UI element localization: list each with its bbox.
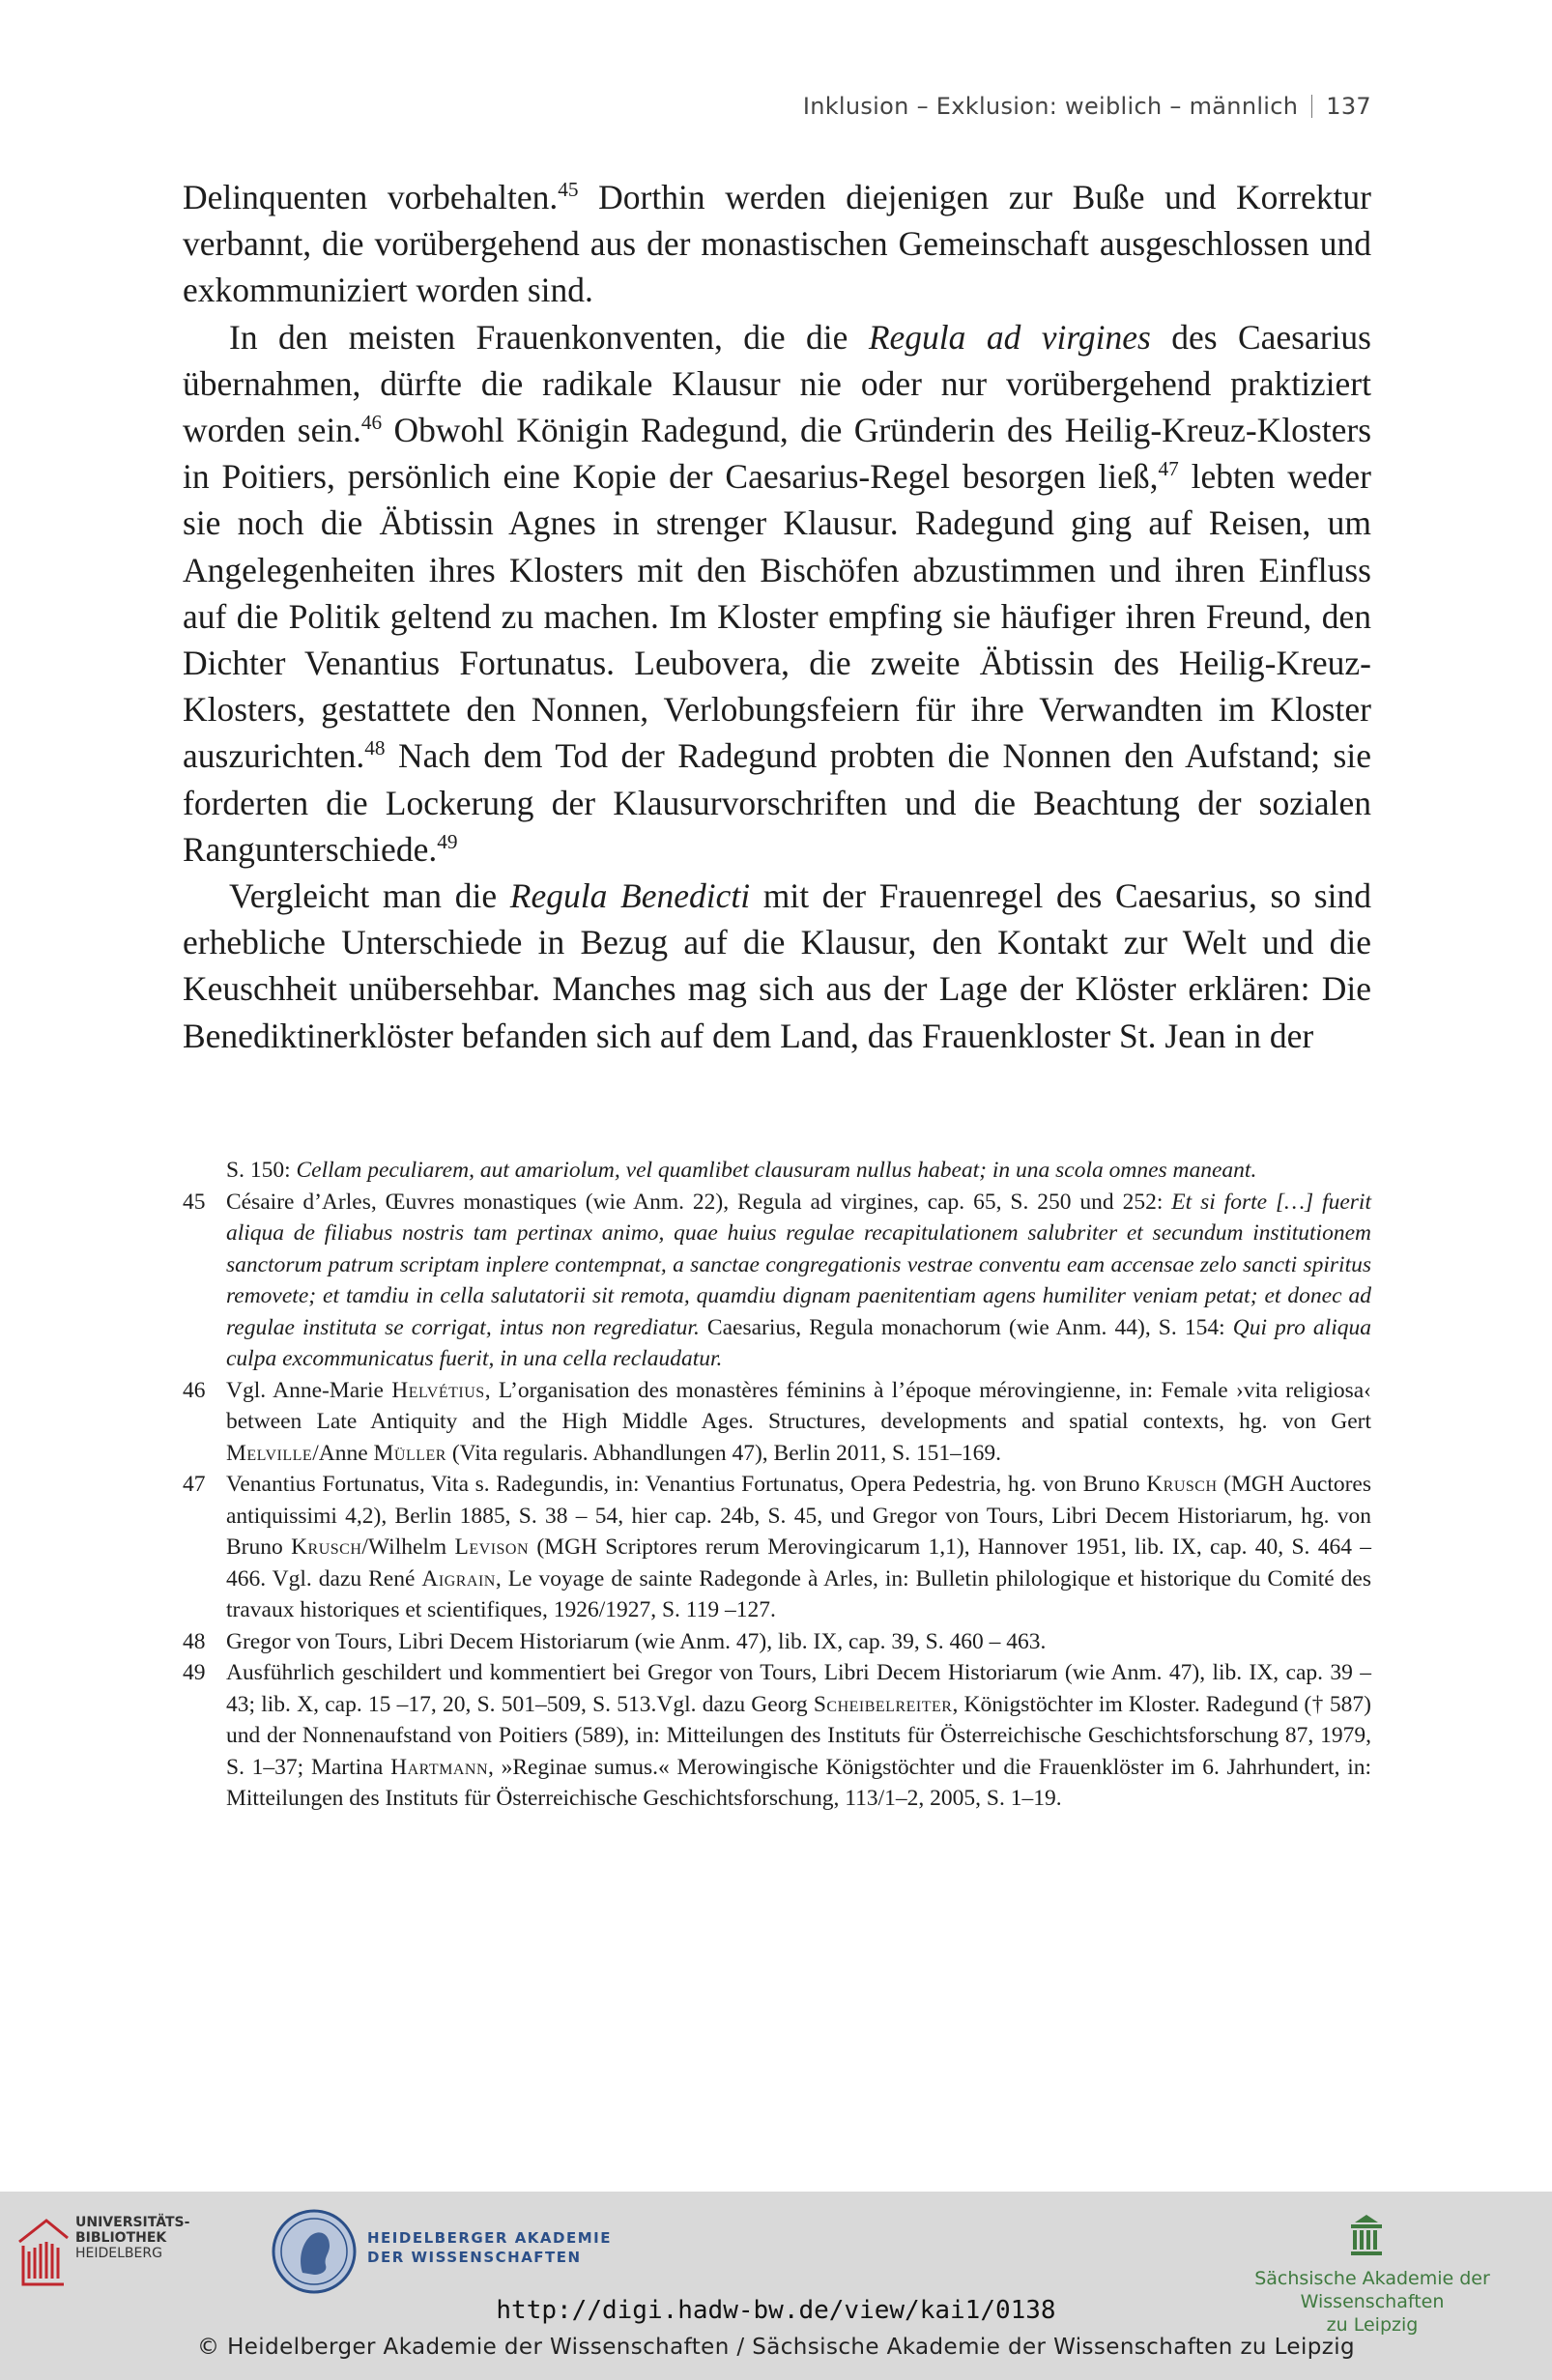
author-name: Müller xyxy=(373,1440,446,1466)
footnote-number: 46 xyxy=(183,1377,206,1403)
saw-line-2: zu Leipzig xyxy=(1326,2314,1419,2336)
author-name: Aigrain xyxy=(421,1565,496,1591)
footnotes xyxy=(183,1155,1371,1815)
latin-quote: Qui pro aliqua culpa excommunicatus fuerit, in una cella reclaudatur. xyxy=(226,1314,1371,1371)
author-name: Krusch xyxy=(291,1534,362,1560)
text-run: , Le voyage de sainte Radegonde à Arles, in: Bulletin philologique et historique du Comité des travaux historiques et scientifiques, 1926/1927, S. 119 –127. xyxy=(226,1565,1371,1622)
footnote-text: Gregor von Tours, Libri Decem Historiarum (wie Anm. 47), lib. IX, cap. 39, S. 460 – 463. xyxy=(226,1628,1047,1654)
hadw-medallion-icon xyxy=(266,2203,362,2300)
copyright-notice: © Heidelberger Akademie der Wissenschaften / Sächsische Akademie der Wissenschaften zu Leipzig xyxy=(196,2335,1356,2360)
text-run: Ausführlich geschildert und kommentiert bei Gregor von Tours, Libri Decem Historiarum (wie Anm. 47), lib. IX, cap. 39 – 43; lib. X, cap. 15 –17, 20, S. 501–509, S. 513.Vgl. dazu Georg xyxy=(226,1660,1371,1717)
text-run: Vergleicht man die xyxy=(229,876,510,916)
running-head xyxy=(803,93,1371,120)
text-run: , Königstöchter im Kloster. Radegund († 587) und der Nonnenaufstand von Poitiers (589), in: Mitteilungen des Instituts für Österreichische Geschichtsforschung 87, 1979, S. 1–37; Martina xyxy=(226,1691,1371,1780)
paragraph-1 xyxy=(183,174,1371,314)
footnote-number: 47 xyxy=(183,1472,206,1497)
footnote-ref-49[interactable]: 49 xyxy=(437,830,458,854)
footnote-48 xyxy=(183,1626,1371,1658)
text-run: In den meisten Frauenkonventen, die die xyxy=(229,317,869,357)
main-text xyxy=(183,174,1371,1059)
author-name: Hartmann xyxy=(390,1754,488,1780)
running-title: Inklusion – Exklusion: weiblich – männlich xyxy=(802,93,1299,120)
paragraph-2 xyxy=(183,314,1371,873)
text-run: mit der Frauenregel des Caesarius, so sind erhebliche Unterschiede in Bezug auf die Klausur, den Kontakt zur Welt und die Keuschheit unübersehbar. Manches mag sich aus der Lage der Klöster erklären: Die Benediktinerklöster befanden sich auf dem Land, das Frauenkloster St. Jean in der xyxy=(183,876,1371,1055)
text-run: des Caesarius übernahmen, dürfte die radikale Klausur nie oder nur vorübergehend praktiziert worden sein. xyxy=(183,317,1371,450)
hadw-label xyxy=(367,2228,612,2267)
text-run: Nach dem Tod der Radegund probten die Nonnen den Aufstand; sie forderten die Lockerung der Klausurvorschriften und die Beachtung der sozialen Rangunterschiede. xyxy=(183,736,1371,869)
footnote-47 xyxy=(183,1469,1371,1626)
footnote-text xyxy=(226,1187,1371,1375)
hadw-line-1: HEIDELBERGER AKADEMIE xyxy=(367,2229,612,2247)
saw-line-1: Sächsische Akademie der Wissenschaften xyxy=(1254,2268,1490,2312)
footnote-49 xyxy=(183,1657,1371,1815)
footnote-ref-46[interactable]: 46 xyxy=(360,411,383,435)
text-run: (MGH Auctores antiquissimi 4,2), Berlin 1885, S. 38 – 54, hier cap. 24b, S. 45, und Gregor von Tours, Libri Decem Historiarum, hg. von Bruno xyxy=(226,1472,1371,1560)
author-name: Levison xyxy=(454,1534,530,1560)
text-run: Caesarius, Regula monachorum (wie Anm. 44), S. 154: xyxy=(699,1314,1233,1340)
text-run: /Anne xyxy=(312,1440,374,1466)
header-divider xyxy=(1311,95,1312,118)
ub-line-2: BIBLIOTHEK xyxy=(75,2230,167,2246)
author-name: Helvétius xyxy=(391,1377,485,1403)
footnote-text xyxy=(226,1469,1371,1626)
work-title: Regula Benedicti xyxy=(509,876,751,916)
ub-line-1: UNIVERSITÄTS- xyxy=(75,2215,190,2230)
ub-heidelberg-label xyxy=(75,2215,189,2261)
footnote-number: 45 xyxy=(183,1189,206,1215)
hadw-line-2: DER WISSENSCHAFTEN xyxy=(367,2249,582,2266)
latin-quote: Cellam peculiarem, aut amariolum, vel quamlibet clausuram nullus habeat; in una scola omnes maneant. xyxy=(296,1158,1257,1183)
footnote-ref-45[interactable]: 45 xyxy=(558,178,579,202)
footnote-ref-47[interactable]: 47 xyxy=(1158,457,1179,481)
text-run: (MGH Scriptores rerum Merovingicarum 1,1), Hannover 1951, lib. IX, cap. 40, S. 464 – 466. Vgl. dazu René xyxy=(226,1534,1371,1591)
text-run: Venantius Fortunatus, Vita s. Radegundis, in: Venantius Fortunatus, Opera Pedestria, hg. von Bruno xyxy=(226,1472,1147,1497)
text-run: Césaire d’Arles, Œuvres monastiques (wie Anm. 22), Regula ad virgines, cap. 65, S. 250 und 252: xyxy=(226,1189,1172,1215)
footnote-text xyxy=(226,1657,1371,1815)
text-run: Obwohl Königin Radegund, die Gründerin des Heilig-Kreuz-Klosters in Poitiers, persönlich eine Kopie der Caesarius-Regel besorgen ließ, xyxy=(183,411,1372,497)
author-name: Melville xyxy=(226,1440,313,1466)
saw-building-icon xyxy=(1349,2213,1384,2255)
footnote-ref-48[interactable]: 48 xyxy=(364,736,386,760)
footnote-46 xyxy=(183,1375,1371,1470)
text-run: Delinquenten vorbehalten. xyxy=(183,178,559,216)
footnote-number: 48 xyxy=(183,1628,206,1654)
author-name: Krusch xyxy=(1146,1472,1218,1497)
author-name: Scheibelreiter xyxy=(813,1691,953,1717)
text-run: lebten weder sie noch die Äbtissin Agnes in strenger Klausur. Radegund ging auf Reisen, um Angelegenheiten ihres Klosters mit den Bischöfen abzustimmen und ihren Einfluss auf die Politik geltend zu machen. Im Kloster empfing sie häufiger ihren Freund, den Dichter Venantius Fortunatus. Leubovera, die zweite Äbtissin des Heilig-Kreuz-Klosters, gestattete den Nonnen, Verlobungsfeiern für ihre Verwandten im Kloster auszurichten. xyxy=(183,457,1371,776)
footnote-continuation xyxy=(183,1155,1371,1187)
source-url-link[interactable]: http://digi.hadw-bw.de/view/kai1/0138 xyxy=(496,2296,1056,2325)
text-run: S. 150: xyxy=(226,1158,297,1183)
text-run: , »Reginae sumus.« Merowingische Königstöchter und die Frauenklöster im 6. Jahrhundert, in: Mitteilungen des Instituts für Österreichische Geschichtsforschung, 113/1–2, 2005, S. 1–19. xyxy=(226,1754,1371,1811)
page-number: 137 xyxy=(1326,93,1371,120)
work-title: Regula ad virgines xyxy=(868,317,1151,357)
ub-line-3: HEIDELBERG xyxy=(75,2246,162,2261)
text-run: , L’organisation des monastères féminins à l’époque mérovingienne, in: Female ›vita religiosa‹ between Late Antiquity and the High Middle Ages. Structures, developments and spatial contexts, hg. von Gert xyxy=(226,1377,1372,1434)
digitization-banner xyxy=(0,2192,1552,2380)
text-run: Vgl. Anne-Marie xyxy=(226,1377,392,1403)
paragraph-3 xyxy=(183,873,1371,1059)
footnote-45 xyxy=(183,1187,1371,1375)
footnote-text xyxy=(226,1375,1371,1470)
footnote-number: 49 xyxy=(183,1660,206,1685)
text-run: (Vita regularis. Abhandlungen 47), Berlin 2011, S. 151–169. xyxy=(445,1440,1001,1466)
latin-quote: Et si forte […] fuerit aliqua de filiabus nostris tam pertinax animo, quae huius regulae recapitulationem salubriter et secundum institutionem sanctorum patrum scriptam inplere contempnat, a sanctae congregationis vestrae conventu eam accensae zelo sancti spiritus removete; et tamdiu in cella salutatorii sit remota, quamdiu dignam paenitentiam agens humiliter veniam petat; et donec ad regulae instituta se corrigat, intus non regrediatur. xyxy=(226,1189,1371,1340)
text-run: /Wilhelm xyxy=(361,1534,455,1560)
text-run: Dorthin werden diejenigen zur Buße und Korrektur verbannt, die vorübergehend aus der monastischen Gemeinschaft ausgeschlossen und exkommuniziert worden sind. xyxy=(183,178,1371,310)
